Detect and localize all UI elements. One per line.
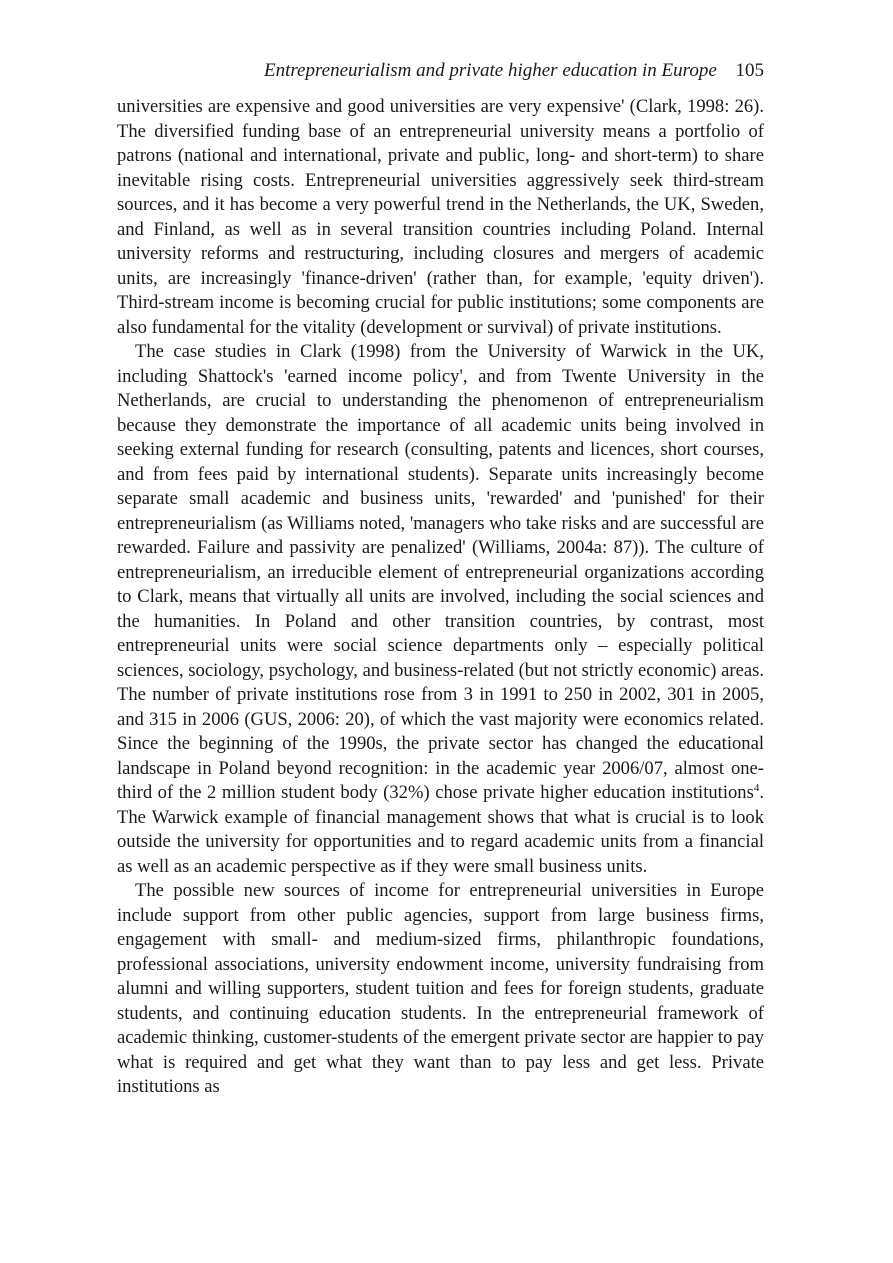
- page-number: 105: [735, 60, 764, 81]
- body-text: [117, 95, 764, 1100]
- paragraph-1: universities are expensive and good universities are very expensive' (Clark, 1998: 26). The diversified funding base of an entrepreneurial university means a portfolio of patrons (national and international, private and public, long- and short-term) to share inevitable rising costs. Entrepreneurial universities aggressively seek third-stream sources, and it has become a very powerful trend in the Netherlands, the UK, Sweden, and Finland, as well as in several transition countries including Poland. Internal university reforms and restructuring, including closures and mergers of academic units, are increasingly 'finance-driven' (rather than, for example, 'equity driven'). Third-stream income is becoming crucial for public institutions; some components are also fundamental for the vitality (development or survival) of private institutions.: [117, 96, 764, 338]
- paragraph-2: [117, 340, 764, 879]
- running-head: [117, 58, 764, 84]
- paragraph-2-text-before-note: The case studies in Clark (1998) from the University of Warwick in the UK, including Shattock's 'earned income policy', and from Twente University in the Netherlands, are crucial to understanding the phenomenon of entrepreneurialism because they demonstrate the importance of all academic units being involved in seeking external funding for research (consulting, patents and licences, short courses, and from fees paid by international students). Separate units increasingly become separate small academic and business units, 'rewarded' and 'punished' for their entrepreneurialism (as Williams noted, 'managers who take risks and are successful are rewarded. Failure and passivity are penalized' (Williams, 2004a: 87)). The culture of entrepreneurialism, an irreducible element of entrepreneurial organizations according to Clark, means that virtually all units are involved, including the social sciences and the humanities. In Poland and other transition countries, by contrast, most entrepreneurial units were social science departments only – especially political sciences, sociology, psychology, and business-related (but not strictly economic) areas. The number of private institutions rose from 3 in 1991 to 250 in 2002, 301 in 2005, and 315 in 2006 (GUS, 2006: 20), of which the vast majority were economics related. Since the beginning of the 1990s, the private sector has changed the educational landscape in Poland beyond recognition: in the academic year 2006/07, almost one-third of the 2 million student body (32%) chose private higher education institutions: [117, 341, 764, 803]
- paragraph-3: The possible new sources of income for entrepreneurial universities in Europe include support from other public agencies, support from large business firms, engagement with small- and medium-sized firms, philanthropic foundations, professional associations, university endowment income, university fundraising from alumni and willing supporters, student tuition and fees for foreign students, graduate students, and continuing education students. In the entrepreneurial framework of academic thinking, customer-students of the emergent private sector are happier to pay what is required and get what they want than to pay less and get less. Private institutions as: [117, 880, 764, 1097]
- running-head-title: Entrepreneurialism and private higher education in Europe: [263, 60, 717, 81]
- paragraph-2-text-after-note: . The Warwick example of financial management shows that what is crucial is to look outside the university for opportunities and to regard academic units from a financial as well as an academic perspective as if they were small business units.: [117, 782, 764, 877]
- footnote-reference: 4: [753, 781, 760, 794]
